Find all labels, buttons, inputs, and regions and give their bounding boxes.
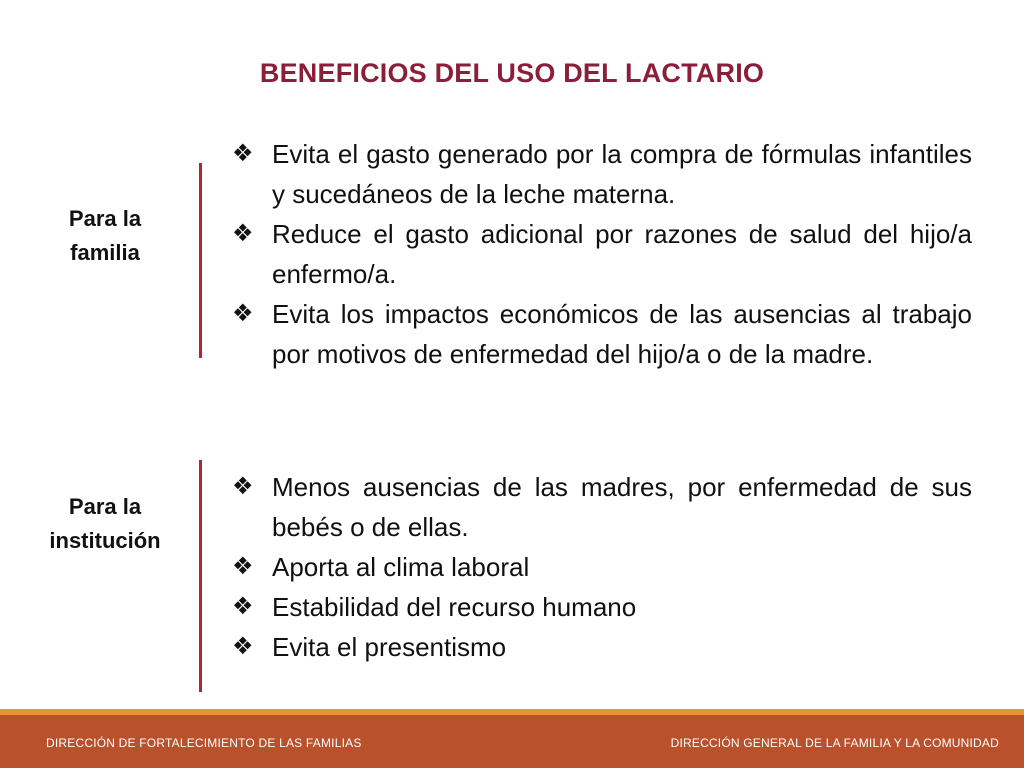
section-label-line2: familia [70, 240, 140, 266]
section-label [30, 202, 180, 270]
slide-title: BENEFICIOS DEL USO DEL LACTARIO [259, 58, 765, 88]
bullet-text: Menos ausencias de las madres, por enfermedad de sus bebés o de ellas. [272, 472, 972, 542]
section-divider [199, 163, 202, 358]
footer-right-text: DIRECCIÓN GENERAL DE LA FAMILIA Y LA COMUNIDAD [670, 736, 999, 750]
list-item [232, 134, 972, 214]
bullet-text: Estabilidad del recurso humano [272, 592, 637, 622]
list-item [232, 587, 972, 627]
section-label-line2: institución [49, 528, 161, 554]
bullet-text: Evita los impactos económicos de las ausencias al trabajo por motivos de enfermedad del hijo/a o de la madre. [272, 299, 972, 369]
diamond-bullet-icon: ❖ [232, 473, 254, 500]
list-item [232, 547, 972, 587]
bullet-text: Evita el presentismo [272, 632, 507, 662]
list-item [232, 467, 972, 547]
section-label-line1: Para la [68, 494, 142, 519]
list-item [232, 294, 972, 374]
diamond-bullet-icon: ❖ [232, 633, 254, 660]
section-divider [199, 460, 202, 692]
bullet-text: Evita el gasto generado por la compra de fórmulas infantiles y sucedáneos de la leche materna. [272, 139, 972, 209]
section-label [30, 490, 180, 558]
list-item [232, 214, 972, 294]
diamond-bullet-icon: ❖ [232, 140, 254, 167]
footer-left-text: DIRECCIÓN DE FORTALECIMIENTO DE LAS FAMILIAS [46, 736, 362, 750]
bullet-list [232, 467, 972, 667]
bullet-list [232, 134, 972, 374]
footer-bar [0, 715, 1024, 768]
diamond-bullet-icon: ❖ [232, 553, 254, 580]
diamond-bullet-icon: ❖ [232, 220, 254, 247]
diamond-bullet-icon: ❖ [232, 300, 254, 327]
bullet-text: Aporta al clima laboral [272, 552, 530, 582]
list-item [232, 627, 972, 667]
diamond-bullet-icon: ❖ [232, 593, 254, 620]
bullet-text: Reduce el gasto adicional por razones de salud del hijo/a enfermo/a. [272, 219, 972, 289]
section-label-line1: Para la [68, 206, 142, 231]
